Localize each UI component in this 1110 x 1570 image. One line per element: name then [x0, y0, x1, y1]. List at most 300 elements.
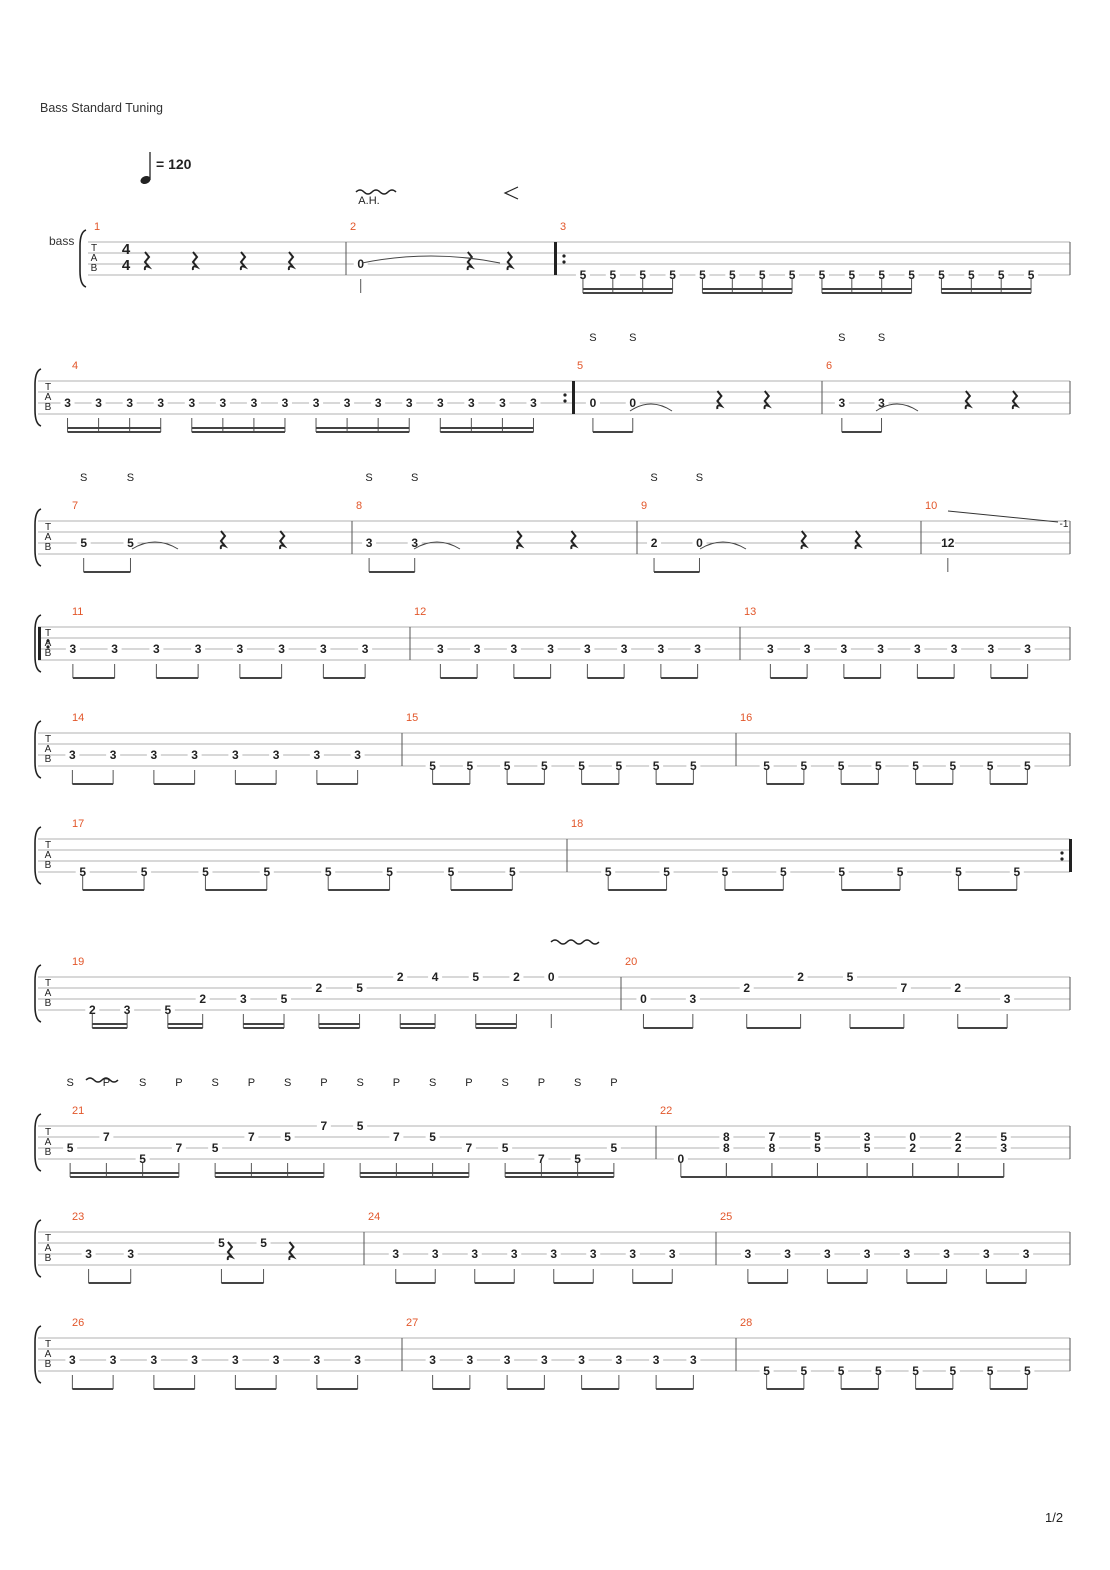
tab-clef-letter: A — [90, 253, 98, 264]
fret-number: 5 — [140, 865, 148, 879]
system-bracket — [35, 1114, 41, 1171]
fret-number: 3 — [343, 396, 351, 410]
beam — [235, 1388, 276, 1390]
fret-number: 5 — [615, 759, 623, 773]
fret-number: 7 — [320, 1119, 328, 1133]
fret-number: 5 — [908, 268, 915, 282]
beam — [400, 1027, 435, 1029]
technique-label: S — [126, 472, 135, 484]
fret-number: 3 — [431, 1247, 439, 1261]
beam — [154, 783, 195, 785]
fret-number: 3 — [471, 1247, 479, 1261]
fret-number: 5 — [721, 865, 729, 879]
rest-icon — [802, 531, 806, 549]
beam — [702, 288, 792, 290]
fret-number: 5 — [814, 1130, 821, 1144]
repeat-dot — [563, 393, 566, 396]
beam — [72, 783, 113, 785]
fret-number: 5 — [875, 759, 882, 773]
tab-clef-letter: B — [44, 1359, 52, 1370]
fret-number: 3 — [85, 1247, 92, 1261]
harmonic-label: A.H. — [358, 195, 380, 207]
fret-number: 5 — [690, 759, 697, 773]
fret-number: 3 — [503, 1353, 511, 1367]
fret-number: 3 — [429, 1353, 436, 1367]
repeat-end-thick — [1069, 839, 1072, 872]
measure-number: 15 — [406, 712, 419, 724]
beam — [440, 431, 533, 433]
technique-label: S — [877, 332, 886, 344]
fret-number: 3 — [620, 642, 628, 656]
fret-number: 3 — [236, 642, 244, 656]
fret-number: 3 — [272, 1353, 280, 1367]
fret-number: 3 — [219, 396, 227, 410]
fret-number: 3 — [1022, 1247, 1030, 1261]
fret-number: 5 — [949, 759, 957, 773]
fret-number: 3 — [863, 1247, 871, 1261]
fret-number: 0 — [589, 396, 597, 410]
fret-number: 5 — [837, 759, 845, 773]
technique-label: S — [695, 472, 704, 484]
tab-clef-letter: B — [44, 860, 52, 871]
fret-number: 3 — [668, 1247, 676, 1261]
fret-number: 3 — [405, 396, 413, 410]
fret-number: 5 — [699, 268, 706, 282]
fret-number: 3 — [547, 642, 554, 656]
fret-number: 3 — [694, 642, 701, 656]
fret-number: 5 — [938, 268, 945, 282]
technique-label: S — [138, 1077, 147, 1089]
measure-number: 13 — [744, 606, 757, 618]
fret-number: 5 — [211, 1141, 219, 1155]
tab-clef-letter: T — [44, 382, 52, 393]
repeat-dot — [562, 260, 565, 263]
fret-number: 5 — [127, 536, 134, 550]
fret-number: 3 — [466, 1353, 474, 1367]
beam — [154, 1388, 195, 1390]
fret-number: 3 — [361, 642, 369, 656]
beam — [841, 1388, 878, 1390]
beam — [72, 1388, 113, 1390]
fret-number: 5 — [218, 1236, 225, 1250]
fret-number: 5 — [501, 1141, 509, 1155]
beam — [582, 1388, 619, 1390]
fret-number: 3 — [589, 1247, 597, 1261]
measure-number: 23 — [72, 1211, 85, 1223]
beam — [554, 1282, 594, 1284]
beam — [328, 889, 389, 891]
tab-clef-letter: B — [90, 263, 98, 274]
beam — [92, 1027, 127, 1029]
technique-label: S — [428, 1077, 437, 1089]
fret-number: 5 — [639, 268, 647, 282]
page-number: 1/2 — [1045, 1510, 1064, 1525]
beam — [89, 1282, 131, 1284]
fret-number: 5 — [503, 759, 511, 773]
fret-number: 3 — [150, 1353, 158, 1367]
technique-label: S — [411, 472, 419, 484]
fret-number: 3 — [365, 536, 373, 550]
fret-number: 3 — [64, 396, 71, 410]
repeat-dot — [1060, 851, 1063, 854]
system-bracket — [80, 230, 86, 287]
fret-number: 5 — [652, 759, 660, 773]
fret-number: 2 — [315, 981, 323, 995]
measure-number: 7 — [72, 500, 79, 512]
beam — [319, 1027, 360, 1029]
fret-number: 3 — [863, 1130, 871, 1144]
fret-number: 5 — [663, 865, 670, 879]
fret-number: 3 — [499, 396, 506, 410]
beam — [433, 783, 470, 785]
beam — [844, 677, 881, 679]
measure-number: 17 — [72, 818, 85, 830]
beam — [192, 427, 285, 429]
measure-number: 28 — [740, 1317, 753, 1329]
fret-number: 5 — [875, 1364, 882, 1378]
beam — [748, 1282, 788, 1284]
tab-clef-letter: A — [44, 1243, 52, 1254]
technique-label: S — [66, 1077, 74, 1089]
fret-number: 8 — [768, 1141, 776, 1155]
fret-number: 3 — [153, 642, 160, 656]
fret-number: 3 — [312, 396, 320, 410]
fret-number: 5 — [848, 268, 856, 282]
fret-number: 5 — [800, 759, 808, 773]
technique-label: P — [537, 1077, 546, 1089]
fret-number: 5 — [284, 1130, 291, 1144]
technique-label: S — [838, 332, 846, 344]
tab-clef-letter: A — [44, 638, 52, 649]
beam — [215, 1176, 324, 1178]
system-bracket — [35, 369, 41, 426]
fret-number: 3 — [468, 396, 475, 410]
tab-clef-letter: T — [44, 1127, 52, 1138]
beam — [505, 1172, 614, 1174]
fret-number: 3 — [392, 1247, 400, 1261]
tab-system — [35, 721, 1070, 785]
fret-number: 3 — [629, 1247, 637, 1261]
repeat-start-thick — [38, 627, 41, 660]
beam — [451, 889, 512, 891]
measure-number: 4 — [72, 360, 79, 372]
fret-number: 3 — [1003, 992, 1011, 1006]
fret-number: 3 — [111, 642, 118, 656]
system-bracket — [35, 1220, 41, 1277]
fret-number: 4 — [431, 970, 439, 984]
measure-number: 5 — [577, 360, 584, 372]
measure-number: 19 — [72, 956, 85, 968]
fret-number: 3 — [1000, 1141, 1008, 1155]
fret-number: 5 — [66, 1141, 74, 1155]
fret-number: 5 — [280, 992, 288, 1006]
tab-clef-letter: A — [44, 744, 52, 755]
fret-number: 5 — [669, 268, 676, 282]
technique-label: P — [175, 1077, 183, 1089]
tie-arc — [362, 256, 500, 263]
tab-clef-letter: A — [44, 1137, 52, 1148]
fret-number: 5 — [912, 759, 919, 773]
rest-icon — [856, 531, 860, 549]
beam — [941, 292, 1031, 294]
fret-number: 2 — [743, 981, 751, 995]
fret-number: 3 — [950, 642, 958, 656]
fret-number: 5 — [386, 865, 393, 879]
beam — [608, 889, 666, 891]
beam — [725, 889, 783, 891]
beam — [360, 1172, 469, 1174]
technique-label: S — [211, 1077, 219, 1089]
fret-number: 3 — [109, 1353, 117, 1367]
technique-label: S — [356, 1077, 364, 1089]
tuning-label: Bass Standard Tuning — [40, 101, 163, 115]
fret-number: 5 — [896, 865, 904, 879]
fret-number: 3 — [157, 396, 165, 410]
fret-number: 3 — [374, 396, 382, 410]
fret-number: 5 — [1000, 1130, 1008, 1144]
fret-number: 8 — [723, 1130, 730, 1144]
technique-label: S — [365, 472, 373, 484]
beam — [507, 783, 544, 785]
rest-icon — [289, 1242, 293, 1260]
fret-number: 5 — [949, 1364, 957, 1378]
repeat-dot — [563, 399, 566, 402]
fret-number: 3 — [987, 642, 995, 656]
beam — [243, 1027, 284, 1029]
beam — [656, 1388, 693, 1390]
bend-line — [948, 511, 1058, 522]
fret-number: 0 — [696, 536, 703, 550]
beam — [827, 1282, 867, 1284]
fret-number: 5 — [779, 865, 787, 879]
fret-number: 2 — [797, 970, 804, 984]
beam — [958, 1176, 1004, 1178]
fret-number: 3 — [232, 1353, 239, 1367]
tab-clef-letter: B — [44, 542, 52, 553]
beam — [841, 783, 878, 785]
fret-number: 5 — [79, 865, 87, 879]
technique-label: P — [465, 1077, 473, 1089]
fret-number: 5 — [356, 1119, 364, 1133]
fret-number: 3 — [744, 1247, 752, 1261]
fret-number: 3 — [240, 992, 247, 1006]
technique-label: S — [629, 332, 637, 344]
fret-number: 0 — [547, 970, 555, 984]
fret-number: 2 — [954, 981, 962, 995]
fret-number: 2 — [954, 1141, 962, 1155]
fret-number: 0 — [357, 257, 365, 271]
fret-number: 5 — [429, 759, 436, 773]
tab-clef-letter: T — [44, 628, 52, 639]
beam — [205, 889, 266, 891]
fret-number: 5 — [818, 268, 826, 282]
fret-number: 3 — [578, 1353, 585, 1367]
fret-number: 3 — [150, 748, 158, 762]
tab-clef-letter: A — [44, 532, 52, 543]
system-bracket — [35, 965, 41, 1022]
fret-number: 5 — [80, 536, 88, 550]
fret-number: 3 — [652, 1353, 660, 1367]
crescendo-icon — [505, 187, 518, 199]
technique-label: P — [247, 1077, 256, 1089]
fret-number: 3 — [615, 1353, 623, 1367]
fret-number: 3 — [510, 1247, 518, 1261]
fret-number: 3 — [541, 1353, 548, 1367]
fret-number: 3 — [278, 642, 285, 656]
measure-number: 24 — [368, 1211, 381, 1223]
technique-label: P — [610, 1077, 618, 1089]
beam — [767, 1388, 804, 1390]
measure-number: 8 — [356, 500, 363, 512]
tab-clef-letter: T — [44, 1233, 52, 1244]
rest-icon — [289, 252, 293, 270]
beam — [68, 427, 161, 429]
fret-number: 5 — [763, 759, 770, 773]
tab-system — [80, 230, 1070, 294]
tab-clef-letter: A — [44, 988, 52, 999]
tab-clef-letter: T — [44, 978, 52, 989]
fret-number: 5 — [609, 268, 617, 282]
system-bracket — [35, 827, 41, 884]
fret-number: 3 — [127, 1247, 135, 1261]
fret-number: 5 — [324, 865, 332, 879]
fret-number: 0 — [640, 992, 647, 1006]
fret-number: 5 — [1024, 1364, 1031, 1378]
beam — [70, 1172, 179, 1174]
beam — [92, 1023, 127, 1025]
measure-number: 3 — [560, 221, 567, 233]
tab-clef-letter: B — [44, 754, 52, 765]
fret-number: 5 — [967, 268, 975, 282]
measure-number: 25 — [720, 1211, 733, 1223]
repeat-dot — [1060, 857, 1063, 860]
fret-number: 3 — [232, 748, 239, 762]
fret-number: 3 — [878, 396, 885, 410]
fret-number: 7 — [465, 1141, 473, 1155]
beam — [433, 1388, 470, 1390]
beam — [917, 677, 954, 679]
beam — [850, 1027, 904, 1029]
beam — [583, 292, 673, 294]
fret-number: 5 — [955, 865, 962, 879]
fret-number: 3 — [281, 396, 289, 410]
fret-number: 5 — [574, 1152, 581, 1166]
fret-number: 5 — [986, 1364, 994, 1378]
repeat-dot — [562, 254, 565, 257]
fret-number: 5 — [579, 268, 587, 282]
beam — [747, 1027, 801, 1029]
fret-number: 3 — [530, 396, 537, 410]
beam — [770, 677, 807, 679]
fret-number: 3 — [411, 536, 419, 550]
fret-number: 3 — [69, 1353, 76, 1367]
tab-system — [35, 509, 1070, 573]
fret-number: 8 — [723, 1141, 730, 1155]
fret-number: 5 — [838, 865, 846, 879]
fret-number: 2 — [396, 970, 404, 984]
fret-number: 3 — [194, 642, 202, 656]
fret-number: 5 — [788, 268, 796, 282]
beam — [215, 1172, 324, 1174]
tab-system — [35, 827, 1072, 891]
beam — [916, 783, 953, 785]
fret-number: 3 — [877, 642, 884, 656]
beam — [505, 1176, 614, 1178]
fret-number: 5 — [139, 1152, 146, 1166]
fret-number: 3 — [313, 1353, 321, 1367]
fret-number: 2 — [954, 1130, 962, 1144]
fret-number: 5 — [260, 1236, 267, 1250]
bend-value: -1 — [1059, 519, 1069, 530]
tab-clef-letter: B — [44, 402, 52, 413]
rest-icon — [193, 252, 197, 270]
time-signature-top: 4 — [121, 241, 131, 258]
fret-number: 5 — [814, 1141, 821, 1155]
measure-number: 12 — [414, 606, 427, 618]
beam — [317, 1388, 358, 1390]
fret-number: 3 — [784, 1247, 791, 1261]
fret-number: 2 — [909, 1141, 917, 1155]
beam — [168, 1023, 203, 1025]
fret-number: 3 — [943, 1247, 950, 1261]
tab-clef-letter: A — [44, 1349, 52, 1360]
technique-label: P — [392, 1077, 401, 1089]
beam — [582, 783, 619, 785]
fret-number: 3 — [354, 1353, 361, 1367]
tab-clef-letter: T — [44, 522, 52, 533]
technique-label: S — [283, 1077, 292, 1089]
fret-number: 3 — [690, 1353, 697, 1367]
fret-number: 5 — [164, 1003, 172, 1017]
fret-number: 3 — [123, 1003, 131, 1017]
fret-number: 7 — [768, 1130, 776, 1144]
fret-number: 5 — [997, 268, 1005, 282]
tab-clef-letter: T — [44, 1339, 52, 1350]
fret-number: 5 — [263, 865, 271, 879]
beam — [958, 1027, 1007, 1029]
fret-number: 5 — [447, 865, 455, 879]
beam — [475, 1282, 515, 1284]
fret-number: 2 — [513, 970, 520, 984]
beam — [514, 677, 551, 679]
system-bracket — [35, 509, 41, 566]
tab-system — [35, 1326, 1070, 1390]
rest-icon — [717, 391, 721, 409]
rest-icon — [221, 531, 225, 549]
beam — [70, 1176, 179, 1178]
fret-number: 5 — [472, 970, 480, 984]
fret-number: 5 — [846, 970, 854, 984]
fret-number: 3 — [109, 748, 117, 762]
rest-icon — [517, 531, 521, 549]
fret-number: 3 — [191, 1353, 198, 1367]
tab-clef-letter: B — [44, 998, 52, 1009]
fret-number: 7 — [393, 1130, 400, 1144]
fret-number: 5 — [758, 268, 766, 282]
rest-icon — [145, 252, 149, 270]
fret-number: 5 — [1013, 865, 1021, 879]
beam — [986, 1282, 1026, 1284]
fret-number: 5 — [912, 1364, 919, 1378]
beam — [941, 288, 1031, 290]
measure-number: 10 — [925, 500, 938, 512]
beam — [958, 889, 1016, 891]
fret-number: 3 — [313, 748, 321, 762]
measure-number: 18 — [571, 818, 584, 830]
tab-clef-letter: T — [90, 243, 98, 254]
fret-number: 5 — [610, 1141, 618, 1155]
repeat-start-thick — [554, 242, 557, 275]
